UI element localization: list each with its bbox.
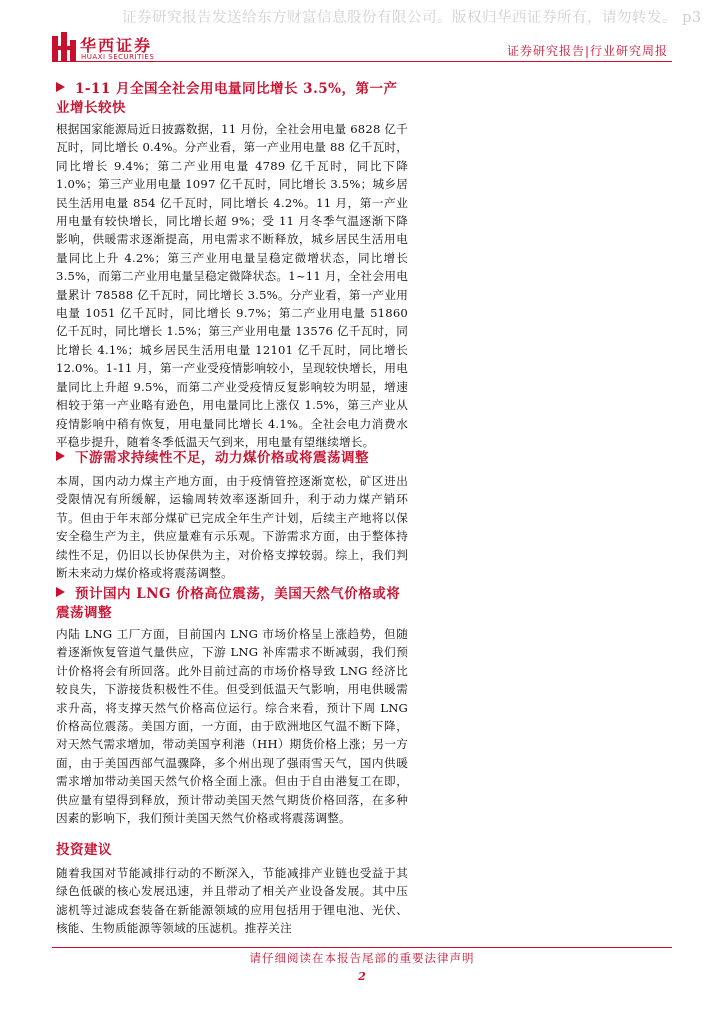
triangle-bullet-icon — [56, 82, 65, 92]
section-body: 本周，国内动力煤主产地方面，由于疫情管控逐渐宽松，矿区进出受限情况有所缓解，运输周转效率逐渐回升，利于动力煤产销环节。但由于年末部分煤矿已完成全年生产计划，后续主产地将以保安全稳生产为主，供应量难有示乐观。下游需求方面，由于整体持续性不足，仍旧以长协保供为主，对价格支撑较弱。综上，我们判断未来动力煤价格或将震荡调整。 — [56, 474, 408, 581]
section-title — [56, 585, 408, 623]
section-body: 根据国家能源局近日披露数据，11 月份，全社会用电量 6828 亿千瓦时，同比增长 0.4%。分产业看，第一产业用电量 88 亿千瓦时，同比增长 9.4%；第二产业用电量 4789 亿千瓦时，同比下降 1.0%；第三产业用电量 1097 亿千瓦时，同比增长 3.5%；城乡居民生活用电量 854 亿千瓦时，同比增长 4.2%。11 月，第一产业用电量有较快增长，同比增长超 9%；受 11 月冬季气温逐渐下降影响，供暖需求逐渐提高，用电需求不断释放，城乡居民生活用电量同比上升 4.2%；第三产业用电量呈稳定微增状态，同比增长 3.5%，而第二产业用电量呈稳定微降状态。1~11 月，全社会用电量累计 78588 亿千瓦时，同比增长 3.5%。分产业看，第一产业用电量 1051 亿千瓦时，同比增长 9.7%；第二产业用电量 51860 亿千瓦时，同比增长 1.5%；第三产业用电量 13576 亿千瓦时，同比增长 4.1%；城乡居民生活用电量 12101 亿千瓦时，同比增长 12.0%。1-11 月，第一产业受疫情影响较小，呈现较快增长，用电量同比上升超 9.5%，而第二产业受疫情反复影响较为明显，增速相较于第一产业略有逊色，用电量同比上涨仅 1.5%，第三产业从疫情影响中稍有恢复，用电量同比增长 4.1%。全社会电力消费水平稳步提升，随着冬季低温天气到来，用电量有望继续增长。 — [56, 122, 408, 449]
section-coal — [56, 449, 408, 582]
section-title-text: 下游需求持续性不足，动力煤价格或将震荡调整 — [75, 450, 369, 466]
legal-disclaimer-link: 请仔细阅读在本报告尾部的重要法律声明 — [249, 951, 475, 965]
footer-divider — [52, 947, 672, 948]
section-title: 投资建议 — [56, 842, 112, 858]
section-title-text: 预计国内 LNG 价格高位震荡，美国天然气价格或将震荡调整 — [56, 586, 401, 621]
triangle-bullet-icon — [56, 587, 65, 597]
section-title — [56, 449, 408, 468]
section-investment — [56, 841, 408, 938]
section-title — [56, 80, 408, 118]
logo-english-name: HUAXI SECURITIES — [81, 53, 155, 61]
huaxi-logo-icon — [52, 32, 76, 62]
section-title-text: 1-11 月全国全社会用电量同比增长 3.5%，第一产业增长较快 — [56, 81, 398, 116]
triangle-bullet-icon — [56, 451, 65, 461]
section-lng — [56, 585, 408, 827]
section-body: 内陆 LNG 工厂方面，目前国内 LNG 市场价格呈上涨趋势，但随着逐渐恢复管道气量供应，下游 LNG 补库需求不断减弱，我们预计价格将会有所回落。此外目前过高的市场价格导致 LNG 经济比较良失，下游接货积极性不佳。但受到低温天气影响，用电供暖需求升高，将支撑天然气价格高位运行。综合来看，预计下周 LNG 价格高位震荡。美国方面，一方面，由于欧洲地区气温不断下降，对天然气需求增加，带动美国亨利港（HH）期货价格上涨；另一方面，由于美国西部气温骤降，多个州出现了强雨雪天气，国内供暖需求增加带动美国天然气价格全面上涨。但由于自由港复工在即，供应量有望得到释放，预计带动美国天然气期货价格回落，在多种因素的影响下，我们预计美国天然气价格或将震荡调整。 — [56, 627, 408, 826]
header-divider — [52, 61, 672, 62]
page-number: 2 — [358, 970, 366, 983]
section-electricity — [56, 80, 408, 451]
section-body: 随着我国对节能减排行动的不断深入，节能减排产业链也受益于其绿色低碳的核心发展迅速，并且带动了相关产业设备发展。其中压滤机等过滤成套装备在新能源领域的应用包括用于锂电池、光伏、核能、生物质能源等领域的压滤机。推荐关注 — [56, 866, 408, 936]
report-type-label: 证券研究报告|行业研究周报 — [506, 44, 668, 58]
logo-chinese-name: 华西证券 — [80, 36, 153, 55]
watermark-text: 证券研究报告发送给东方财富信息股份有限公司。版权归华西证券所有，请勿转发。 p3 — [122, 10, 702, 26]
